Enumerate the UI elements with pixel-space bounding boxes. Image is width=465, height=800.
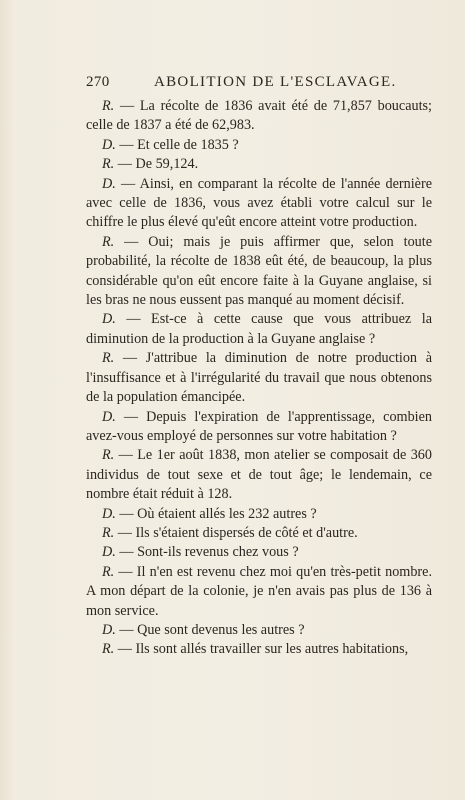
running-title: ABOLITION DE L'ESCLAVAGE. — [154, 74, 397, 90]
dialogue-text — [86, 97, 432, 660]
speaker-label: R. — [102, 156, 115, 173]
dialogue-line: — Ils sont allés travailler sur les autres habitations, — [114, 641, 409, 658]
dialogue-paragraph — [86, 233, 432, 311]
running-header — [86, 74, 428, 92]
dialogue-line: — Sont-ils revenus chez vous ? — [115, 544, 299, 561]
page-number: 270 — [86, 74, 110, 90]
speaker-label: R. — [102, 563, 115, 580]
speaker-label: R. — [102, 641, 115, 658]
dialogue-paragraph — [86, 155, 432, 174]
dialogue-paragraph — [86, 505, 432, 524]
speaker-label: R. — [102, 524, 115, 541]
dialogue-line: — Où étaient allés les 232 autres ? — [115, 505, 317, 522]
dialogue-paragraph — [86, 543, 432, 562]
dialogue-line: — De 59,124. — [114, 156, 199, 173]
dialogue-line: — Et celle de 1835 ? — [115, 136, 239, 153]
dialogue-line: — La récolte de 1836 avait été de 71,857 boucauts; celle de 1837 a été de 62,983. — [86, 98, 432, 134]
dialogue-paragraph — [86, 640, 432, 659]
speaker-label: D. — [102, 311, 116, 328]
speaker-label: R. — [102, 447, 115, 464]
dialogue-paragraph — [86, 621, 432, 640]
speaker-label: D. — [102, 175, 116, 192]
dialogue-paragraph — [86, 136, 432, 155]
speaker-label: R. — [102, 98, 115, 114]
speaker-label: D. — [102, 505, 116, 522]
speaker-label: R. — [102, 233, 115, 250]
speaker-label: D. — [102, 544, 116, 561]
dialogue-paragraph — [86, 524, 432, 543]
dialogue-paragraph — [86, 446, 432, 504]
speaker-label: D. — [102, 408, 116, 425]
dialogue-paragraph — [86, 175, 432, 233]
dialogue-paragraph — [86, 97, 432, 136]
dialogue-line: — Est-ce à cette cause que vous attribuez la diminution de la production à la Guyane anglaise ? — [86, 311, 432, 347]
dialogue-line: — Oui; mais je puis affirmer que, selon toute probabilité, la récolte de 1838 eût été, de beaucoup, la plus considérable qu'on eût encore faite à la Guyane anglaise, si les bras ne nous eussent pas manqué au moment décisif. — [86, 233, 432, 309]
dialogue-line: — Depuis l'expiration de l'apprentissage, combien avez-vous employé de personnes sur votre habitation ? — [86, 408, 432, 444]
dialogue-paragraph — [86, 310, 432, 349]
dialogue-line: — Que sont devenus les autres ? — [115, 621, 305, 638]
speaker-label: R. — [102, 350, 115, 367]
speaker-label: D. — [102, 621, 116, 638]
dialogue-line: — Ainsi, en comparant la récolte de l'année dernière avec celle de 1836, vous avez établi votre calcul sur le chiffre le plus élevé qu'eût encore atteint votre production. — [86, 175, 432, 231]
dialogue-line: — J'attribue la diminution de notre production à l'insuffisance et à l'irrégularité du travail que nous obtenons de la population émancipée. — [86, 350, 432, 406]
dialogue-line: — Il n'en est revenu chez moi qu'en très-petit nombre. A mon départ de la colonie, je n'en avais pas plus de 136 à mon service. — [86, 563, 432, 619]
dialogue-line: — Ils s'étaient dispersés de côté et d'autre. — [114, 524, 358, 541]
dialogue-paragraph — [86, 408, 432, 447]
dialogue-paragraph — [86, 563, 432, 621]
dialogue-paragraph — [86, 349, 432, 407]
dialogue-line: — Le 1er août 1838, mon atelier se composait de 360 individus de tout sexe et de tout âge; le lendemain, ce nombre était réduit à 128. — [86, 447, 432, 503]
speaker-label: D. — [102, 136, 116, 153]
